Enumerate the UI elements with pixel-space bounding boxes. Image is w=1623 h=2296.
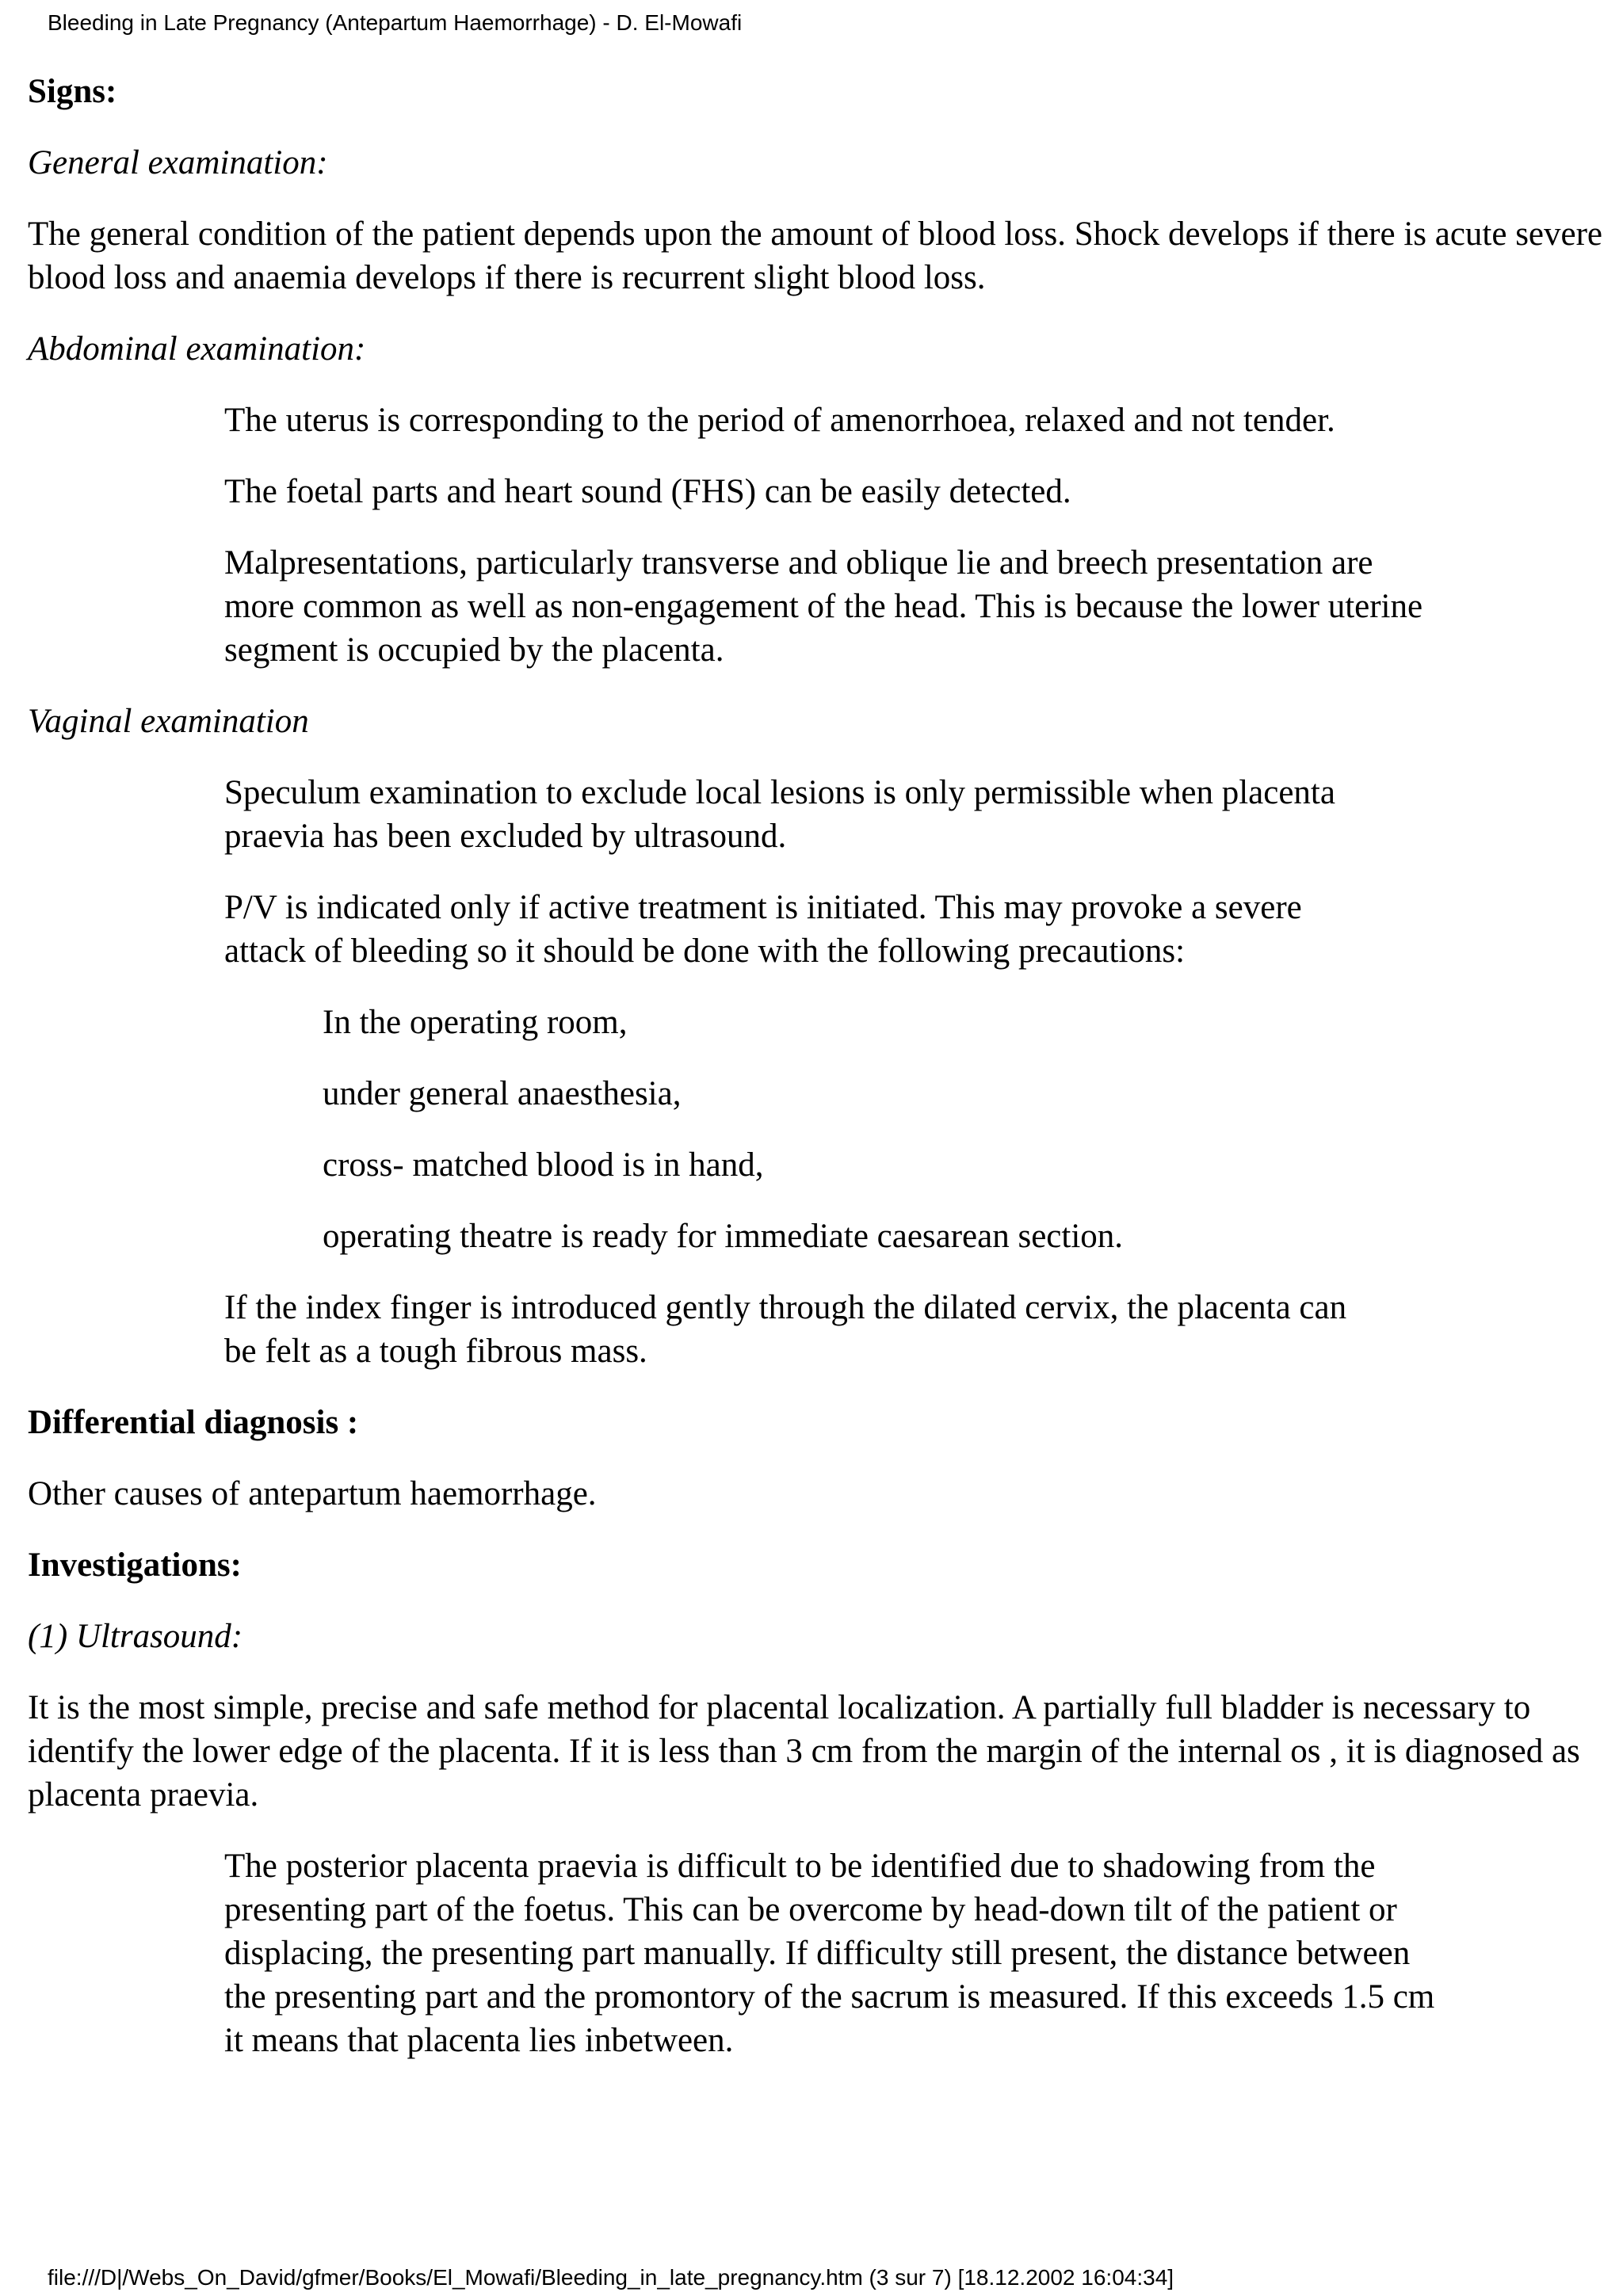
general-examination-text: The general condition of the patient depends upon the amount of blood loss. Shock develops if there is acute severe blood loss and anaemia develops if there is recurrent slight blood loss. bbox=[28, 215, 1603, 296]
page-header: Bleeding in Late Pregnancy (Antepartum Haemorrhage) - D. El-Mowafi bbox=[48, 10, 743, 35]
precaution-item: In the operating room, bbox=[323, 1004, 628, 1041]
general-examination-subheading: General examination: bbox=[28, 144, 328, 181]
speculum-text: Speculum examination to exclude local lesions is only permissible when placenta praevia has been excluded by ultrasound. bbox=[224, 774, 1335, 855]
abdominal-item: The foetal parts and heart sound (FHS) can be easily detected. bbox=[224, 473, 1071, 510]
document-body bbox=[28, 70, 1613, 2090]
signs-heading: Signs: bbox=[28, 73, 117, 110]
abdominal-item: Malpresentations, particularly transverse and oblique lie and breech presentation are more common as well as non-engagement of the head. This is because the lower uterine segment is occupied by the placenta. bbox=[224, 544, 1423, 669]
ultrasound-text: It is the most simple, precise and safe method for placental localization. A partially full bladder is necessary to identify the lower edge of the placenta. If it is less than 3 cm from the margin of the internal os , it is diagnosed as placenta praevia. bbox=[28, 1689, 1580, 1814]
vaginal-examination-subheading: Vaginal examination bbox=[28, 703, 309, 740]
ultrasound-subheading: (1) Ultrasound: bbox=[28, 1618, 243, 1655]
precaution-item: cross- matched blood is in hand, bbox=[323, 1146, 764, 1184]
differential-diagnosis-text: Other causes of antepartum haemorrhage. bbox=[28, 1475, 597, 1512]
index-finger-text: If the index finger is introduced gently through the dilated cervix, the placenta can be felt as a tough fibrous mass. bbox=[224, 1289, 1347, 1370]
investigations-heading: Investigations: bbox=[28, 1547, 242, 1584]
differential-diagnosis-heading: Differential diagnosis : bbox=[28, 1404, 359, 1441]
precaution-item: operating theatre is ready for immediate caesarean section. bbox=[323, 1218, 1124, 1255]
page-footer-url: file:///D|/Webs_On_David/gfmer/Books/El_Mowafi/Bleeding_in_late_pregnancy.htm (3 sur 7) [18.12.2002 16:04:34] bbox=[48, 2265, 1174, 2290]
abdominal-item: The uterus is corresponding to the period of amenorrhoea, relaxed and not tender. bbox=[224, 402, 1335, 439]
abdominal-examination-subheading: Abdominal examination: bbox=[28, 330, 366, 368]
pv-text: P/V is indicated only if active treatment is initiated. This may provoke a severe attack of bleeding so it should be done with the following precautions: bbox=[224, 889, 1302, 970]
precaution-item: under general anaesthesia, bbox=[323, 1075, 682, 1112]
posterior-placenta-text: The posterior placenta praevia is difficult to be identified due to shadowing from the presenting part of the foetus. This can be overcome by head-down tilt of the patient or displacing, the presenting part manually. If difficulty still present, the distance between the presenting part and the promontory of the sacrum is measured. If this exceeds 1.5 cm it means that placenta lies inbetween. bbox=[224, 1848, 1435, 2059]
